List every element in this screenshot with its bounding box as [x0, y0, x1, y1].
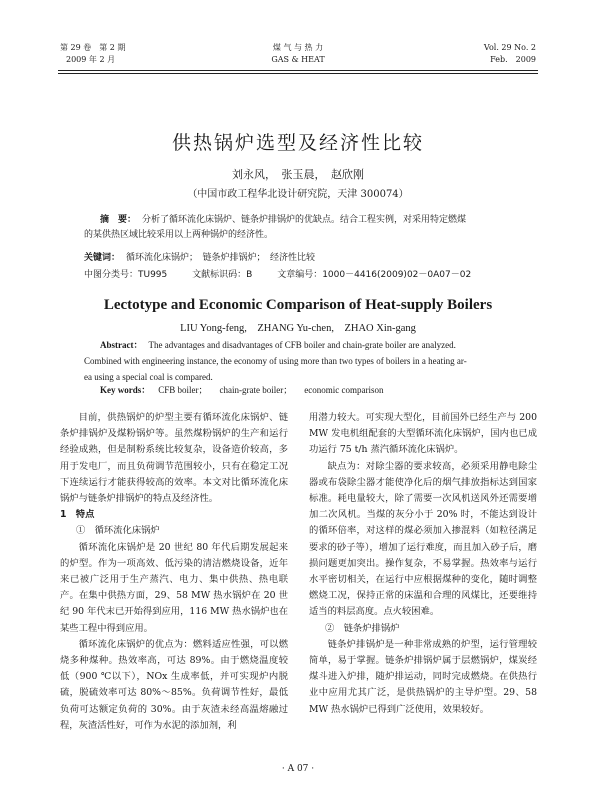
- cfb-paragraph-1: 循环流化床锅炉是 20 世纪 80 年代后期发展起来的炉型。作为一项高效、低污染的清洁燃烧设备，近年来已被广泛用于生产蒸汽、电力、集中供热、热电联产。在集中供热方面，29、58 MW 热水锅炉在 20 世纪 90 年代末已开始得到应用，116 MW 热水锅炉也在某些工程中得到应用。: [60, 541, 288, 634]
- body-column-right: [309, 410, 537, 718]
- subsection-title-chain-grate: 链条炉排锅炉: [343, 622, 400, 634]
- authors-en: LIU Yong-feng, ZHANG Yu-chen, ZHAO Xin-gang: [180, 323, 416, 334]
- abstract-en-line-1: [84, 337, 524, 353]
- keyword-en-3: economic comparison: [304, 385, 384, 395]
- abstract-cn-label: 摘 要：: [100, 215, 137, 225]
- abstract-cn-line-1: [84, 213, 516, 228]
- header-rule-top: [58, 70, 538, 71]
- cfb-paragraph-2: 循环流化床锅炉的优点为：燃料适应性强，可以燃烧多种煤种。热效率高，可达 89%。由于燃烧温度较低（900 ℃以下），NOx 生成率低，并可实现炉内脱硫，脱硫效率可达 80%～85%。负荷调节性好，最低负荷可达额定负荷的 30%。由于灰渣未经高温熔融过程，灰渣活性好，可作为水泥的添加剂，利: [60, 638, 288, 731]
- volume-issue-cn: 第 29 卷 第 2 期: [60, 43, 126, 52]
- running-header-right: [484, 42, 536, 66]
- paper-title-en: Lectotype and Economic Comparison of Heat-supply Boilers: [103, 297, 493, 313]
- keywords-en: [84, 383, 383, 396]
- article-number: 文章编号：1000－4416(2009)02－0A07－02: [277, 270, 472, 280]
- abstract-cn: [84, 213, 516, 243]
- keywords-cn-text: 循环流化床锅炉； 链条炉排锅炉； 经济性比较: [126, 253, 316, 263]
- page-number: · A 07 ·: [281, 764, 315, 774]
- abstract-en-text-1: The advantages and disadvantages of CFB boiler and chain-grate boiler are analyzed.: [148, 340, 456, 350]
- keyword-en-2: chain-grate boiler；: [219, 385, 293, 395]
- abstract-en-text-2: Combined with engineering instance, the economy of using more than two types of boilers in a heating ar-: [84, 356, 467, 366]
- header-rule-bottom: [58, 73, 538, 74]
- subsection-number-2: ②: [325, 622, 335, 634]
- chain-grate-paragraph: 链条炉排锅炉是一种非常成熟的炉型，运行管理较简单，易于掌握。链条炉排锅炉属于层燃锅炉，煤炭经煤斗进入炉排，随炉排运动，同时完成燃烧。在供热行业中应用尤其广泛，是供热锅炉的主导炉型。29、58 MW 热水锅炉已得到广泛使用，效果较好。: [309, 638, 537, 715]
- abstract-cn-text-1: 分析了循环流化床锅炉、链条炉排锅炉的优缺点。结合工程实例，对采用特定燃煤: [142, 215, 467, 225]
- keywords-en-label: Key words：: [100, 385, 151, 395]
- cfb-paragraph-2-cont: 用潜力较大。可实现大型化，目前国外已经生产与 200 MW 发电机组配套的大型循环流化床锅炉，国内也已成功运行 75 t/h 蒸汽循环流化床锅炉。: [309, 412, 537, 456]
- journal-name-cn: 煤 气 与 热 力: [272, 43, 324, 52]
- document-code: 文献标识码：B: [192, 270, 253, 280]
- subsection-number-1: ①: [76, 525, 86, 537]
- date-en: Feb. 2009: [490, 55, 536, 64]
- keywords-cn: [84, 251, 524, 266]
- journal-name-en: GAS & HEAT: [271, 55, 325, 64]
- abstract-cn-text-2: 的某供热区域比较采用以上两种锅炉的经济性。: [84, 230, 274, 240]
- cfb-disadvantages-paragraph: 缺点为：对除尘器的要求较高，必须采用静电除尘器或布袋除尘器才能使净化后的烟气排放指标达到国家标准。耗电量较大，除了需要一次风机送风外还需要增加二次风机。当煤的灰分小于 20% 时，不能达到设计的循环倍率，对这样的煤必须加入掺混料（如粒径满足要求的砂子等），增加了运行难度，而且加入砂子后，磨损问题更加突出。操作复杂，不易掌握。热效率与运行水平密切相关，在运行中应根据煤种的变化，随时调整燃烧工况，保持正常的床温和合理的风煤比，还要维持适当的料层高度。点火较困难。: [309, 460, 537, 618]
- subsection-title-cfb: 循环流化床锅炉: [94, 525, 160, 537]
- date-cn: 2009 年 2 月: [66, 55, 116, 64]
- intro-paragraph: 目前，供热锅炉的炉型主要有循环流化床锅炉、链条炉排锅炉及煤粉锅炉等。虽然煤粉锅炉的生产和运行经验成熟，但是制粉系统比较复杂，设备造价较高，多用于发电厂，而且负荷调节范围较小，只有在稳定工况下连续运行才能获得较高的效率。本文对比循环流化床锅炉与链条炉排锅炉的特点及经济性。: [60, 412, 288, 505]
- classification-line: [84, 267, 493, 280]
- affiliation-cn: （中国市政工程华北设计研究院，天津 300074）: [187, 189, 409, 200]
- subsection-heading-chain-grate: [309, 621, 537, 637]
- body-column-left: [60, 410, 288, 734]
- clc-number: 中图分类号：TU995: [84, 270, 168, 280]
- authors-cn: 刘永风， 张玉晨， 赵欣刚: [232, 168, 364, 181]
- paper-title-cn: 供热锅炉选型及经济性比较: [171, 132, 424, 154]
- abstract-en-text-3: ea using a special coal is compared.: [84, 372, 213, 382]
- keywords-cn-label: 关键词：: [84, 253, 121, 263]
- keyword-en-1: CFB boiler；: [158, 385, 208, 395]
- section-heading-features: 1 特点: [60, 509, 95, 521]
- volume-issue-en: Vol. 29 No. 2: [483, 43, 536, 52]
- abstract-en-label: Abstract：: [100, 340, 143, 350]
- subsection-heading-cfb: [60, 523, 288, 539]
- abstract-en: [84, 337, 524, 385]
